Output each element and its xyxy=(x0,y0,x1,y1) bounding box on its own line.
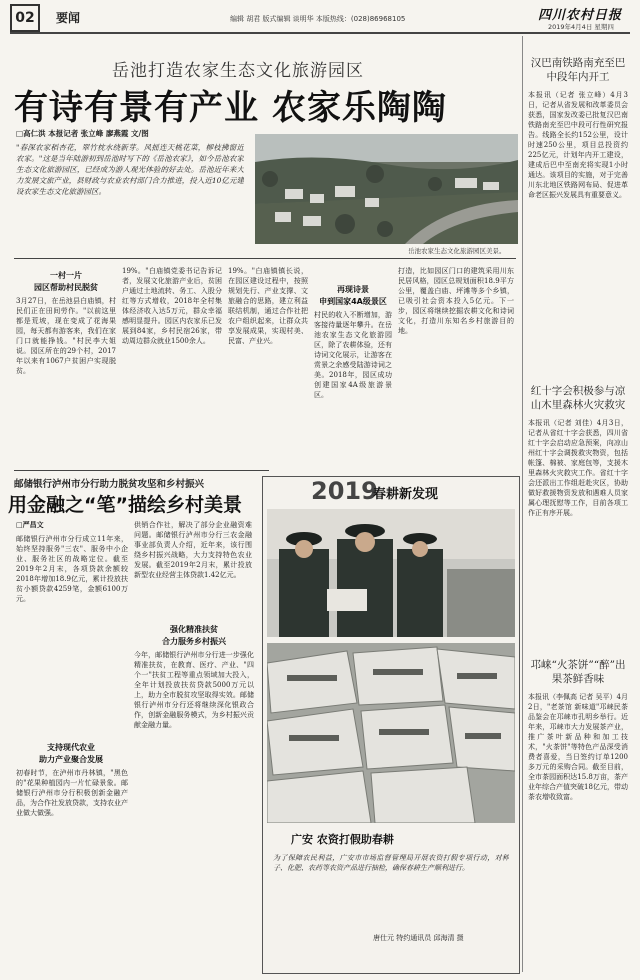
bank-body-col1: 邮储银行泸州市分行成立11年来，始终坚持服务"三农"、服务中小企业、服务社区的战略定位。截至2019年2月末，各项贷款余额较2018年增加18.9亿元，累计投放扶贫小额贷款4259笔，金额6100万元。 xyxy=(16,535,128,603)
main-sec1-sub: 园区帮助村民脱贫 xyxy=(34,283,98,292)
sidebar-story2-body: 本报讯（记者 刘佳）4月3日，记者从省红十字会获悉，四川省红十字会启动应急预案，向凉山州红十字会调拨救灾物资，包括帐篷、棉被、家庭包等，支援木里森林火灾救灾工作。省红十字会还派出工作组赶赴灾区，协助做好救援物资发放和遇难人员家属心理抚慰等工作，目前各项工作正有序开展。 xyxy=(528,419,628,517)
spring-caption-credit: 唐仕元 特约通讯员 邱海清 摄 xyxy=(373,934,464,942)
page-number-box: 02 xyxy=(10,4,40,32)
editors-line: 编辑 胡君 版式编辑 谈明华 本版热线：(028)86968105 xyxy=(230,15,406,23)
main-lead: "春深农家稻杏花，翠竹枕水绕新芽。风摇连天桃花菜，柳枝拂窗近农家。"这是当年陆游初到岳池时写下的《岳池农家》，如今岳池农家生态文化旅游园区，已经成为游人观光体验的好去处。岳池近年来大力发展文旅产业，县财政与农业农村部门合力推进，投入近10亿元建设农家生态文化旅游园区。 xyxy=(16,143,244,196)
bank-sec1-title: 支持现代农业 xyxy=(47,743,95,752)
main-rule xyxy=(14,258,516,259)
bank-sec2-title: 强化精准扶贫 xyxy=(170,625,218,634)
sidebar-divider xyxy=(522,36,523,972)
spring-year: 2019 xyxy=(311,477,378,505)
spring-photo-officers xyxy=(267,509,515,637)
sidebar-story1-body: 本报讯（记者 张立峰）4月3日，记者从省发展和改革委员会获悉，国家发改委已批复汉巴南铁路南充至巴中段可行性研究报告。线路全长约152公里，设计时速250公里，项目总投资约225亿元，计划年内开工建设，建成后巴中至南充将实现1小时通达。该项目的实施，对于完善川东北地区铁路网布局、促进革命老区振兴发展具有重要意义。 xyxy=(528,91,628,199)
section-label: 要闻 xyxy=(56,11,81,25)
spring-box xyxy=(262,476,520,974)
bank-kicker: 邮储银行泸州市分行助力脱贫攻坚和乡村振兴 xyxy=(14,479,205,490)
spring-caption-body: 为了保障农民利益，广安市市场监督管理局开展农资打假专项行动，对种子、化肥、农药等农资产品进行抽检，确保春耕生产顺利进行。 xyxy=(273,854,509,872)
main-sec2-sub: 申到国家4A级景区 xyxy=(319,297,387,306)
main-photo xyxy=(255,134,518,244)
spring-title: 春耕新发现 xyxy=(373,487,439,502)
header-rule xyxy=(10,32,630,34)
main-body-col2: 19%。"白庙镇党委书记告诉记者，发展文化旅游产业后，贫困户通过土地流转、务工、入股分红等方式增收，2018年全村集体经济收入达5万元，群众幸福感明显提升。园区内农家乐已发展到84家，乡村民宿26家，带动周边群众就业1500余人。 xyxy=(122,267,222,345)
main-byline: □高仁洪 本报记者 张立峰 廖燕霞 文/图 xyxy=(16,129,149,138)
bank-sec1-sub: 助力产业聚合发展 xyxy=(39,755,103,764)
sidebar-story3-body: 本报讯（李佩高 记者 吴平）4月2日，"老茶馆 新味道"邛崃民茶品鉴会在邛崃市孔明乡举行。近年来，邛崃市大力发展茶产业，推广茶叶新品种和加工技术，"火茶饼"等特色产品深受消费者喜爱，当日签约订单1200多万元的采购合同。截至目前，全市茶园面积达15.8万亩，茶产业年综合产值突破18亿元，带动茶农增收致富。 xyxy=(528,693,628,801)
main-body-col1: 3月27日，在岳池县白庙镇，村民们正在田间劳作。"以前这里都是荒坡，现在变成了花海果园，每天都有游客来，我们在家门口就能挣钱。"村民李大姐说。园区所在的29个村，2017年以来有1067户贫困户实现脱贫。 xyxy=(16,297,116,375)
main-sec1-title: 一村一片 xyxy=(50,271,82,280)
main-body-col5: 打造，比如园区门口的建筑采用川东民居风格，园区总规划面积18.9平方公里，覆盖白庙、坪滩等多个乡镇，已吸引社会资本投入5亿元。下一步，园区将继续挖掘农耕文化和诗词文化，打造川东知名乡村旅游目的地。 xyxy=(398,267,514,335)
bank-body-col2: 供销合作社，解决了部分企业融资难问题。邮储银行泸州市分行三农金融事业部负责人介绍，近年来，该行围绕乡村振兴战略，大力支持特色农业发展。截至2019年2月末，累计投放新型农业经营主体贷款1.42亿元。 xyxy=(134,521,252,579)
sidebar-story3-title: 邛崃“火茶饼”“醉”出果茶鲜香味 xyxy=(530,659,626,685)
spring-photo-caption: 广安 农资打假助春耕 xyxy=(291,833,394,846)
bank-top-rule xyxy=(14,470,269,471)
main-sec2-title: 再现诗景 xyxy=(337,285,369,294)
main-photo-caption: 岳池农家生态文化旅游园区美景。 xyxy=(408,247,506,255)
main-headline: 有诗有景有产业 农家乐陶陶 xyxy=(14,88,447,128)
issue-date: 2019年4月4日 星期四 xyxy=(548,23,614,31)
bank-sec2-sub: 合力服务乡村振兴 xyxy=(162,637,226,646)
main-body-col4: 村民的收入不断增加，游客接待量逐年攀升。在岳池农家生态文化旅游园区，除了农耕体验，还有诗词文化展示，让游客在赏景之余感受陆游诗词之美。2018年，园区成功创建国家4A级旅游景区。 xyxy=(314,311,392,399)
masthead-logo: 四川农村日报 xyxy=(538,8,623,23)
main-body-col3: 19%。"白庙镇镇长说，在园区建设过程中，按照规划先行、产业支撑、文旅融合的思路，建立利益联结机制，通过合作社把农户组织起来，让群众共享发展成果，实现村美、民富、产业兴。 xyxy=(228,267,308,345)
bank-byline: □严昌文 xyxy=(16,521,44,529)
bank-body-col2b: 今年，邮储银行泸州市分行进一步强化精准扶贫，在教育、医疗、产业、"四个一"扶贫工程等重点领域加大投入，全年计划投放扶贫贷款5000万元以上，助力全市脱贫攻坚取得实效。邮储银行泸州市分行还将继续深化银政合作，创新金融服务模式，为乡村振兴贡献金融力量。 xyxy=(134,651,254,729)
bank-headline: 用金融之“笔”描绘乡村美景 xyxy=(8,494,242,516)
spring-photo-sacks xyxy=(267,643,515,823)
bank-body-col1b: 初春时节，在泸州市丹林镇，"黑色的"花果种植园内一片忙碌景象。邮储银行泸州市分行积极创新金融产品，为合作社发放贷款，支持农业产业做大做强。 xyxy=(16,769,128,817)
sidebar-story2-title: 红十字会积极参与凉山木里森林火灾救灾 xyxy=(530,385,626,411)
main-kicker: 岳池打造农家生态文化旅游园区 xyxy=(112,61,364,81)
sidebar-story1-title: 汉巴南铁路南充至巴中段年内开工 xyxy=(530,57,626,83)
